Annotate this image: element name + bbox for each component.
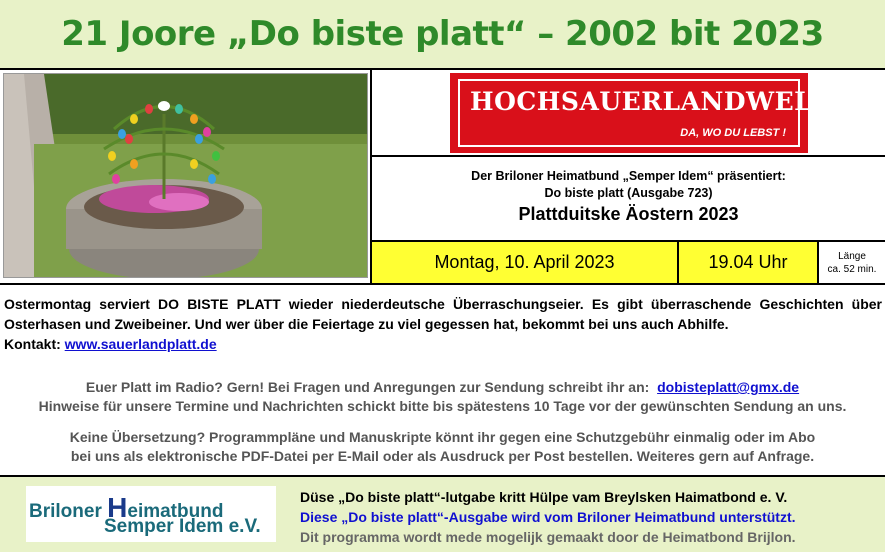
logo-name: HOCHSAUERLANDWELLE xyxy=(470,87,850,116)
sponsor-line-niederlaendisch: Dit programma wordt mede mogelijk gemaakt door de Heimatbond Brijlon. xyxy=(300,529,796,545)
contact-label: Kontakt: xyxy=(4,336,61,352)
presentation-block xyxy=(372,159,885,240)
radio-line-1 xyxy=(0,378,885,397)
episode-header xyxy=(0,68,885,285)
page-title: 21 Joore „Do biste platt“ – 2002 bit 2023 xyxy=(61,14,824,54)
length-label: Länge xyxy=(838,250,866,262)
hochsauerlandwelle-logo xyxy=(450,73,850,153)
logo-area xyxy=(372,70,885,157)
logo-slogan: DA, WO DU LEBST ! xyxy=(680,127,786,139)
broadcast-date: Montag, 10. April 2023 xyxy=(372,242,679,283)
sponsor-text xyxy=(300,487,796,547)
translation-line-2: bei uns als elektronische PDF-Datei per E-Mail oder als Ausdruck per Post bestellen. Weiteres gern auf Anfrage. xyxy=(70,448,815,464)
edition-line: Do biste platt (Ausgabe 723) xyxy=(544,186,713,200)
broadcast-length xyxy=(819,242,885,283)
easter-fountain-photo xyxy=(3,73,368,278)
logo-cap-letter: H xyxy=(107,492,128,523)
broadcast-time: 19.04 Uhr xyxy=(679,242,819,283)
title-banner xyxy=(0,0,885,68)
contact-line xyxy=(4,336,217,352)
radio-text: Euer Platt im Radio? Gern! Bei Fragen und Anregungen zur Sendung schreibt ihr an: xyxy=(85,379,650,395)
sponsor-line-hochdeutsch: Diese „Do biste platt“-Ausgabe wird vom Briloner Heimatbund unterstützt. xyxy=(300,509,796,525)
presenter-line: Der Briloner Heimatbund „Semper Idem“ präsentiert: xyxy=(471,169,786,183)
heimatbund-logo-line-2: Semper Idem e.V. xyxy=(104,516,261,537)
episode-description xyxy=(4,294,882,354)
logo-word-briloner: Briloner xyxy=(29,501,102,522)
length-value: ca. 52 min. xyxy=(827,263,877,275)
episode-title: Plattduitske Äostern 2023 xyxy=(518,204,739,224)
description-text: Ostermontag serviert DO BISTE PLATT wieder niederdeutsche Überraschungseier. Es gibt überraschende Geschichten über Osterhasen und Zweibeiner. Und wer über die Feiertage zu viel gegessen hat, bekommt bei uns auch Abhilfe. xyxy=(4,296,882,332)
logo-word-heimatbund: eimatbund xyxy=(127,501,224,522)
email-link[interactable]: dobisteplatt@gmx.de xyxy=(657,379,800,395)
radio-line-2: Hinweise für unsere Termine und Nachrichten schickt bitte bis spätestens 10 Tage vor der gewünschten Sendung an uns. xyxy=(38,398,847,414)
broadcast-info-row xyxy=(372,240,885,283)
translation-info xyxy=(0,428,885,466)
radio-info xyxy=(0,378,885,416)
heimatbund-logo xyxy=(26,486,276,542)
sponsor-line-plattdeutsch: Düse „Do biste platt“-lutgabe kritt Hülpe vam Breylsken Haimatbond e. V. xyxy=(300,489,788,505)
website-link[interactable]: www.sauerlandplatt.de xyxy=(64,336,217,352)
translation-line-1: Keine Übersetzung? Programmpläne und Manuskripte könnt ihr gegen eine Schutzgebühr einmalig oder im Abo xyxy=(69,429,816,445)
footer xyxy=(0,475,885,552)
content-area xyxy=(0,285,885,475)
